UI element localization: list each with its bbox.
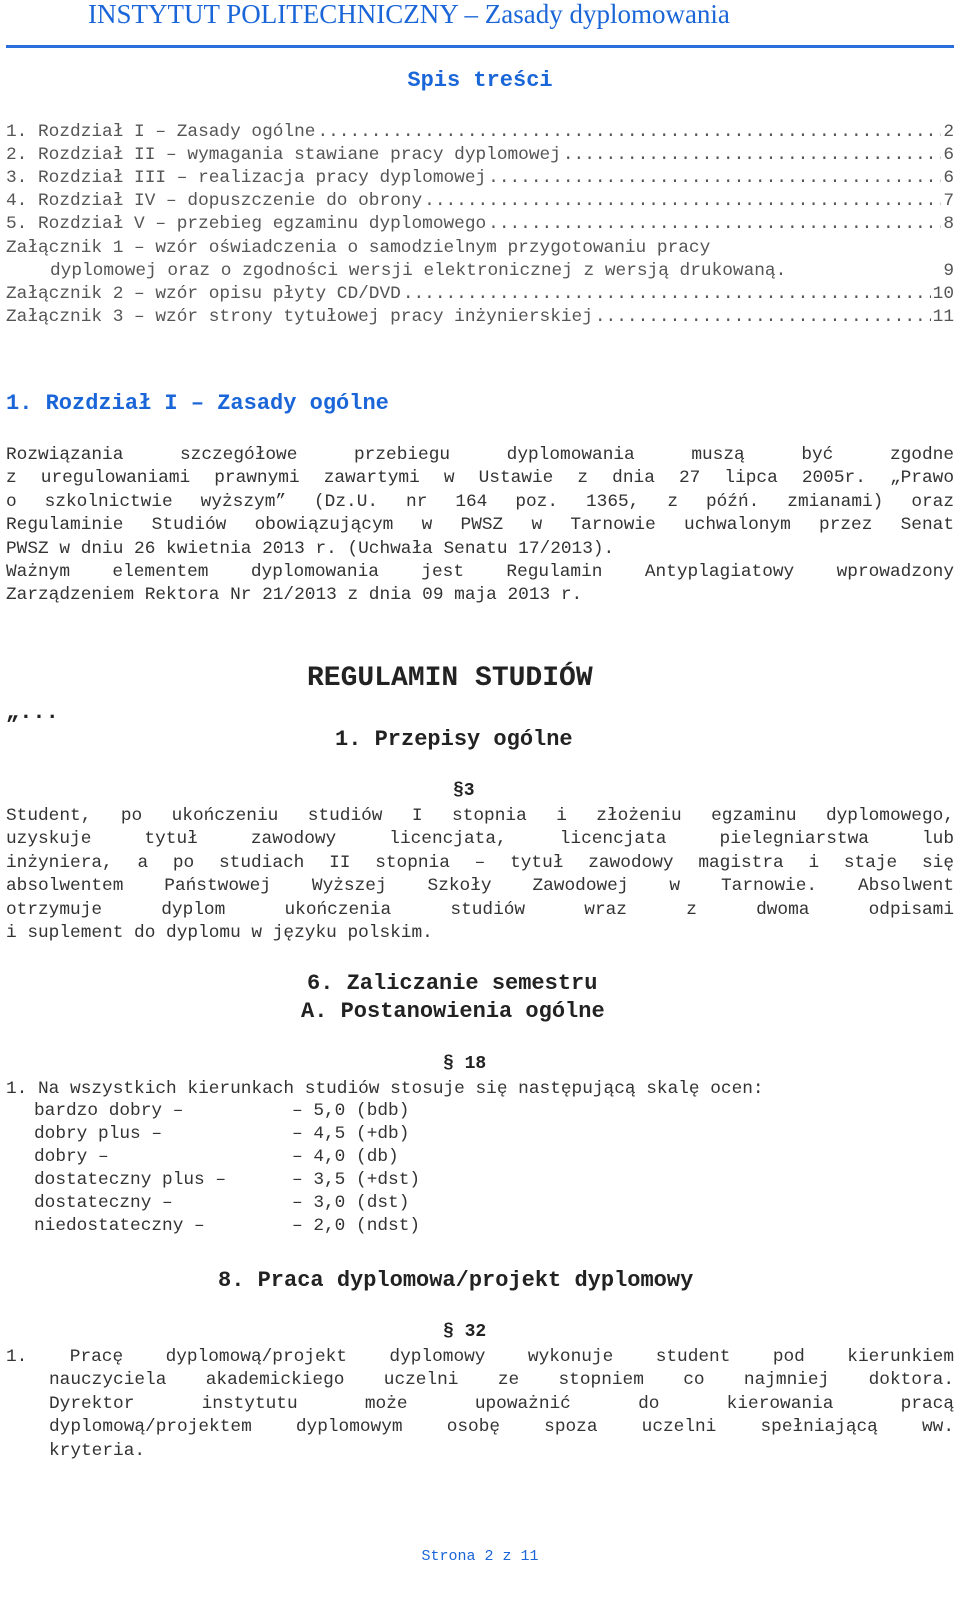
header-divider [6,45,954,48]
paragraph-sign: § 18 [443,1054,487,1074]
toc-item[interactable]: 5. Rozdział V – przebieg egzaminu dyplomowego ..... 8 [6,214,954,238]
section-title: 8. Praca dyplomowa/projekt dyplomowy [218,1268,694,1293]
paragraph-sign: §3 [453,781,475,801]
section-title: 1. Przepisy ogólne [335,727,573,752]
chapter-paragraph: Rozwiązania szczegółowe przebiegu dyplomowania muszą być zgodne z uregulowaniami prawnymi zawartymi w Ustawie z dnia 27 lipca 2005r. „Prawo o szkolnictwie wyższym” (Dz.U. nr 164 poz. 1365, z późń. zmianami) oraz Regulaminie Studiów obowiązującym w PWSZ w Tarnowie uchwalonym przez Senat PWSZ w dniu 26 kwietnia 2013 r. (Uchwała Senatu 17/2013). Ważnym elementem dyplomowania jest Regulamin Antyplagiatowy wprowadzony Zarządzeniem Rektora Nr 21/2013 z dnia 09 maja 2013 r. [6,445,954,606]
toc-item[interactable]: Załącznik 3 – wzór strony tytułowej pracy inżynierskiej ..... 11 [6,307,954,331]
toc-item[interactable]: Załącznik 1 – wzór oświadczenia o samodzielnym przygotowaniu pracy [6,238,711,258]
toc-item-continuation[interactable]: dyplomowej oraz o zgodności wersji elektronicznej z wersją drukowaną. 9 [50,261,954,281]
toc-item[interactable]: 4. Rozdział IV – dopuszczenie do obrony ..... 7 [6,191,954,215]
toc-item[interactable]: 2. Rozdział II – wymagania stawiane pracy dyplomowej ..... 6 [6,145,954,169]
toc-item[interactable]: 3. Rozdział III – realizacja pracy dyplomowej ..... 6 [6,168,954,192]
paragraph-sign: § 32 [443,1322,487,1342]
toc-item[interactable]: 1. Rozdział I – Zasady ogólne ..... 2 [6,122,954,146]
page-header-title: INSTYTUT POLITECHNICZNY – Zasady dyplomowania [88,0,730,29]
regulation-paragraph: 1. Na wszystkich kierunkach studiów stosuje się następującą skalę ocen: [6,1079,764,1099]
toc-item[interactable]: Załącznik 2 – wzór opisu płyty CD/DVD ..... 10 [6,284,954,308]
document-page: INSTYTUT POLITECHNICZNY – Zasady dyplomowania Spis treści 1. Rozdział I – Zasady ogólne ..... 2 2. Rozdział II – wymagania stawiane pracy dyplomowej ..... 6 3. Rozdział III – realizacja pracy dyplomowej ..... 6 4. Rozdział IV – dopuszczenie do obrony ..... 7 5. Rozdział V – przebieg egzaminu dyplomowego ..... 8 Załącznik 1 – wzór oświadczenia o samodzielnym przygotowaniu pracy dyplomowej oraz o zgodności wersji elektronicznej z wersją drukowaną. 9 Załącznik 2 – wzór opisu płyty CD/DVD ..... 10 Załącznik 3 – wzór strony tytułowej pracy inżynierskiej ..... 11 1. Rozdział I – Zasady ogólne Rozwiązania szczegółowe przebiegu dyplomowania muszą być zgodne z uregulowaniami prawnymi zawartymi w Ustawie z dnia 27 lipca 2005r. „Prawo o szkolnictwie wyższym” (Dz.U. nr 164 poz. 1365, z późń. zmianami) oraz Regulaminie Studiów obowiązującym w PWSZ w Tarnowie uchwalonym przez Senat PWSZ w dniu 26 kwietnia 2013 r. (Uchwała Senatu 17/2013). Ważnym elementem dyplomowania jest Regulamin Antyplagiatowy wprowadzony Zarządzeniem Rektora Nr 21/2013 z dnia 09 maja 2013 r. REGULAMIN STUDIÓW „... 1. Przepisy ogólne §3 Student, po ukończeniu studiów I stopnia i złożeniu egzaminu dyplomowego, uzyskuje tytuł zawodowy licencjata, licencjata pielegniarstwa lub inżyniera, a po studiach II stopnia – tytuł zawodowy magistra i staje się absolwentem Państwowej Wyższej Szkoły Zawodowej w Tarnowie. Absolwent otrzymuje dyplom ukończenia studiów wraz z dwoma odpisami i suplement do dyplomu w języku polskim. 6. Zaliczanie semestru A. Postanowienia ogólne § 18 1. Na wszystkich kierunkach studiów stosuje się następującą skalę ocen: bardzo dobry – – 5,0 (bdb) dobry plus – – 4,5 (+db) dobry – – 4,0 (db) dostateczny plus – – 3,5 (+dst) dostateczny – – 3,0 (dst) niedostateczny – – 2,0 (ndst) 8. Praca dyplomowa/projekt dyplomowy § 32 1. Pracę dyplomową/projekt dyplomowy wykonuje student pod kierunkiem nauczyciela akademickiego uczelni ze stopniem co najmniej doktora. Dyrektor instytutu może upoważnić do kierowania pracą dyplomową/projektem dyplomowym osobę spoza uczelni spełniającą ww. kryteria. Strona 2 z 11 [0,0,960,1613]
chapter-heading: 1. Rozdział I – Zasady ogólne [6,391,389,416]
regulation-paragraph: 1. Pracę dyplomową/projekt dyplomowy wykonuje student pod kierunkiem nauczyciela akademickiego uczelni ze stopniem co najmniej doktora. Dyrektor instytutu może upoważnić do kierowania pracą dyplomową/projektem dyplomowym osobę spoza uczelni spełniającą ww. kryteria. [6,1347,954,1461]
section-title: 6. Zaliczanie semestru [307,971,598,996]
page-number-footer: Strona 2 z 11 [421,1548,539,1565]
regulamin-title: REGULAMIN STUDIÓW [307,663,593,694]
section-title: A. Postanowienia ogólne [301,999,605,1024]
quote-mark: „... [6,700,59,725]
toc-title: Spis treści [407,68,553,93]
regulation-paragraph: Student, po ukończeniu studiów I stopnia i złożeniu egzaminu dyplomowego, uzyskuje tytuł zawodowy licencjata, licencjata pielegniarstwa lub inżyniera, a po studiach II stopnia – tytuł zawodowy magistra i staje się absolwentem Państwowej Wyższej Szkoły Zawodowej w Tarnowie. Absolwent otrzymuje dyplom ukończenia studiów wraz z dwoma odpisami i suplement do dyplomu w języku polskim. [6,806,954,943]
